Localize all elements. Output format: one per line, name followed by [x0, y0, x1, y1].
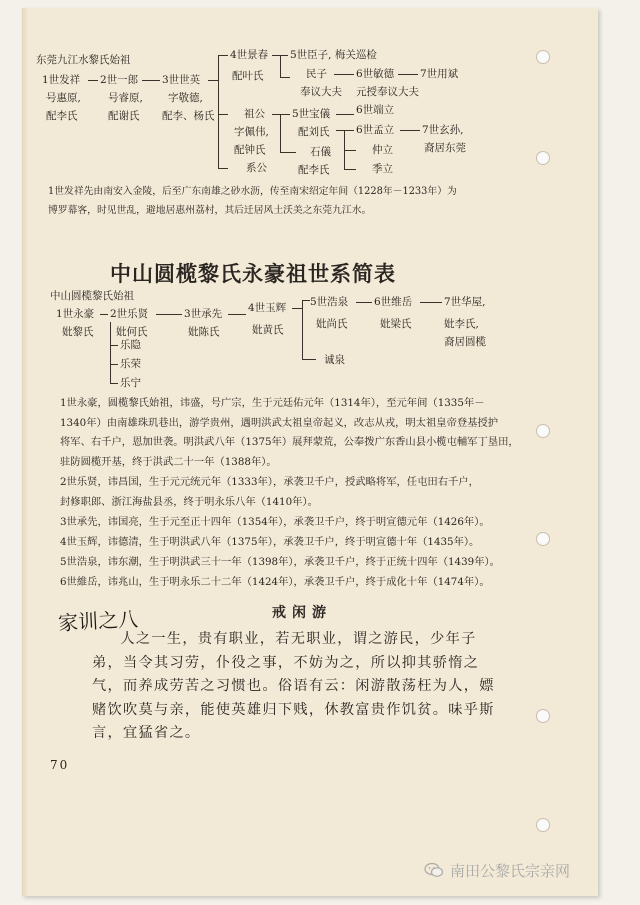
- tree-node-note: 号睿原,: [108, 92, 143, 104]
- tree-connector: [302, 300, 303, 360]
- bio-paragraph: 4世玉辉，讳德清，生于明洪武八年（1375年），承袭卫千户，终于明宣德十年（1435年）。: [60, 536, 480, 548]
- punch-hole: [536, 709, 550, 723]
- tree-node: 1世发祥: [42, 74, 81, 86]
- punch-hole: [536, 151, 550, 165]
- tree-node: 6世敏德: [356, 68, 395, 80]
- wechat-icon: [424, 862, 444, 878]
- tree-connector: [344, 169, 356, 170]
- tree-node-note: 配刘氏: [298, 126, 330, 138]
- tree-connector: [280, 152, 296, 153]
- tree-connector: [356, 302, 372, 303]
- tree-connector: [280, 114, 290, 115]
- tree-connector: [400, 130, 420, 131]
- tree-connector: [110, 383, 118, 384]
- tree-connector: [110, 345, 118, 346]
- tree-node-note: 配李氏: [298, 164, 330, 176]
- tree-node: 6世端立: [356, 104, 395, 116]
- tree-node: 1世永豪: [56, 308, 95, 320]
- tree-node: 7世华屋,: [444, 296, 486, 308]
- tree-node-note: 妣黄氏: [252, 324, 284, 336]
- tree-connector: [218, 168, 228, 169]
- tree-connector: [280, 55, 288, 56]
- tree-node-note: 妣李氏,: [444, 318, 479, 330]
- tree-node-note: 号惠原,: [46, 92, 81, 104]
- tree-node: 5世宝儀: [292, 108, 331, 120]
- bio-paragraph: 2世乐贤，讳昌国，生于元元统元年（1333年），承袭卫千户，授武略将军，任屯田右千户， 封修职郎、浙江海盐县丞，终于明永乐八年（1410年）。: [60, 476, 479, 508]
- tree-node: 7世玄孙,: [422, 124, 464, 136]
- tree-node: 祖公: [244, 108, 265, 120]
- bio-paragraph: 1世永豪，圆榄黎氏始祖，讳盛，号广宗，生于元廷佑元年（1314年），至元年间（1335年－ 1340年）由南雄珠玑巷出，游学贵州，遇明洪武太祖皇帝起义，改志从戎，明太祖皇帝登基授护 将军、右千户，恩加世袭。明洪武八年（1375年）展拜蒙荒，公奉拨广东香山县小榄屯輔军丁垦田， 驻防圆榄开基，终于洪武二十一年（1388年）。: [60, 397, 519, 468]
- tree-node-note: 字敬德,: [168, 92, 203, 104]
- tree-connector: [142, 80, 160, 81]
- tree-node: 6世孟立: [356, 124, 395, 136]
- page-number: 70: [50, 758, 70, 772]
- tree-node: 乐隐: [120, 339, 141, 351]
- tree-connector: [336, 114, 354, 115]
- essay-title: 戒闲游: [272, 605, 332, 621]
- punch-hole: [536, 818, 550, 832]
- tree-connector: [110, 364, 118, 365]
- tree-connector: [334, 74, 354, 75]
- tree-node: 民子: [306, 68, 327, 80]
- tree-node-note: 配李、杨氏: [162, 110, 215, 122]
- tree-node: 4世景春: [230, 49, 269, 61]
- essay-body: 人之一生，贵有职业，若无职业，谓之游民，少年子弟，当令其习劳，仆役之事，不妨为之，所以抑其骄惰之气，而养成劳苦之习惯也。俗语有云：闲游散荡枉为人，嫖赌饮吹莫与亲，能使英雄归下贱，休教富贵作饥贫。味乎斯言，宜猛省之。: [92, 631, 495, 741]
- bio-paragraph: 6世維岳，讳兆山，生于明永乐二十二年（1424年），承袭卫千户，终于成化十年（1474年）。: [60, 576, 490, 588]
- page-binding-edge: [22, 8, 28, 896]
- handwritten-motto: 家训之八: [57, 606, 139, 636]
- tree-node-note: 配谢氏: [108, 110, 140, 122]
- tree-connector: [280, 77, 290, 78]
- tree-connector: [344, 150, 356, 151]
- tree-connector: [302, 359, 316, 360]
- bio-paragraph: 5世浩泉，讳东潮，生于明洪武三十一年（1398年），承袭卫千户，终于正统十四年（1439年）。: [60, 556, 500, 568]
- bio-paragraph: 3世承先，讳国亮，生于元至正十四年（1354年），承袭卫千户，终于明宣德元年（1426年）。: [60, 516, 490, 528]
- tree-connector: [302, 300, 310, 301]
- tree-node: 2世一郎: [100, 74, 139, 86]
- tree-connector: [292, 308, 302, 309]
- tree-connector: [398, 74, 418, 75]
- punch-hole: [536, 532, 550, 546]
- tree-node-note: 妣黎氏: [62, 326, 94, 338]
- tree-node-note: 元授奉议大夫: [356, 86, 419, 98]
- tree-connector: [280, 55, 281, 77]
- tree-node-note: 妣尚氏: [316, 318, 348, 330]
- tree-node-note: 字佩伟,: [234, 126, 269, 138]
- tree-node: 仲立: [372, 144, 393, 156]
- tree-connector: [420, 302, 442, 303]
- tree-node: 4世玉辉: [248, 302, 287, 314]
- section-title: 中山圆榄黎氏永豪祖世系简表: [110, 262, 396, 286]
- tree-node-note: 妣陈氏: [188, 326, 220, 338]
- tree-connector: [156, 314, 182, 315]
- tree-connector: [110, 322, 111, 384]
- tree-node: 6世维岳: [374, 296, 413, 308]
- tree-node-note: 配李氏: [46, 110, 78, 122]
- tree-node: 3世承先: [184, 308, 223, 320]
- tree-node-note: 妣何氏: [116, 326, 148, 338]
- tree-node-note: 裔居东莞: [424, 142, 466, 154]
- tree-connector: [272, 114, 280, 115]
- tree-node-note: 裔居圆榄: [444, 336, 486, 348]
- tree-node: 系公: [246, 162, 267, 174]
- tree-connector: [228, 314, 246, 315]
- tree-node: 石儀: [310, 146, 331, 158]
- tree-connector: [100, 314, 108, 315]
- tree-connector: [88, 80, 98, 81]
- tree-node-note: 妣梁氏: [380, 318, 412, 330]
- tree-header: 中山圆榄黎氏始祖: [50, 290, 134, 302]
- tree-connector: [218, 55, 228, 56]
- tree-connector: [272, 55, 280, 56]
- tree-connector: [208, 80, 218, 81]
- punch-hole: [536, 424, 550, 438]
- tree-node: 3世世英: [162, 74, 201, 86]
- watermark-text: 南田公黎氏宗亲网: [450, 862, 571, 880]
- tree-connector: [218, 55, 219, 169]
- tree-node: 2世乐贤: [110, 308, 149, 320]
- punch-hole: [536, 50, 550, 64]
- tree-node: 5世臣子, 梅关巡检: [290, 49, 377, 61]
- tree-header: 东莞九江水黎氏始祖: [36, 54, 131, 66]
- tree-connector: [336, 130, 344, 131]
- tree-node: 诚泉: [324, 354, 345, 366]
- tree-note: 1世发祥先由南安入金陵，后至广东南雄之砂水沥，传至南宋绍定年间（1228年－1233年）为 博罗幕客，时见世乱，避地居惠州荔村，其后迁居风土沃美之东莞九江水。: [48, 186, 457, 216]
- tree-node: 乐荣: [120, 358, 141, 370]
- tree-connector: [280, 114, 281, 152]
- tree-node-note: 配叶氏: [232, 70, 264, 82]
- tree-node-note: 奉议大夫: [300, 86, 342, 98]
- tree-node: 5世浩泉: [310, 296, 349, 308]
- tree-connector: [218, 114, 228, 115]
- tree-node: 乐宁: [120, 377, 141, 389]
- tree-node: 季立: [372, 163, 393, 175]
- tree-node: 7世用斌: [420, 68, 459, 80]
- tree-connector: [344, 130, 354, 131]
- tree-node-note: 配钟氏: [234, 144, 266, 156]
